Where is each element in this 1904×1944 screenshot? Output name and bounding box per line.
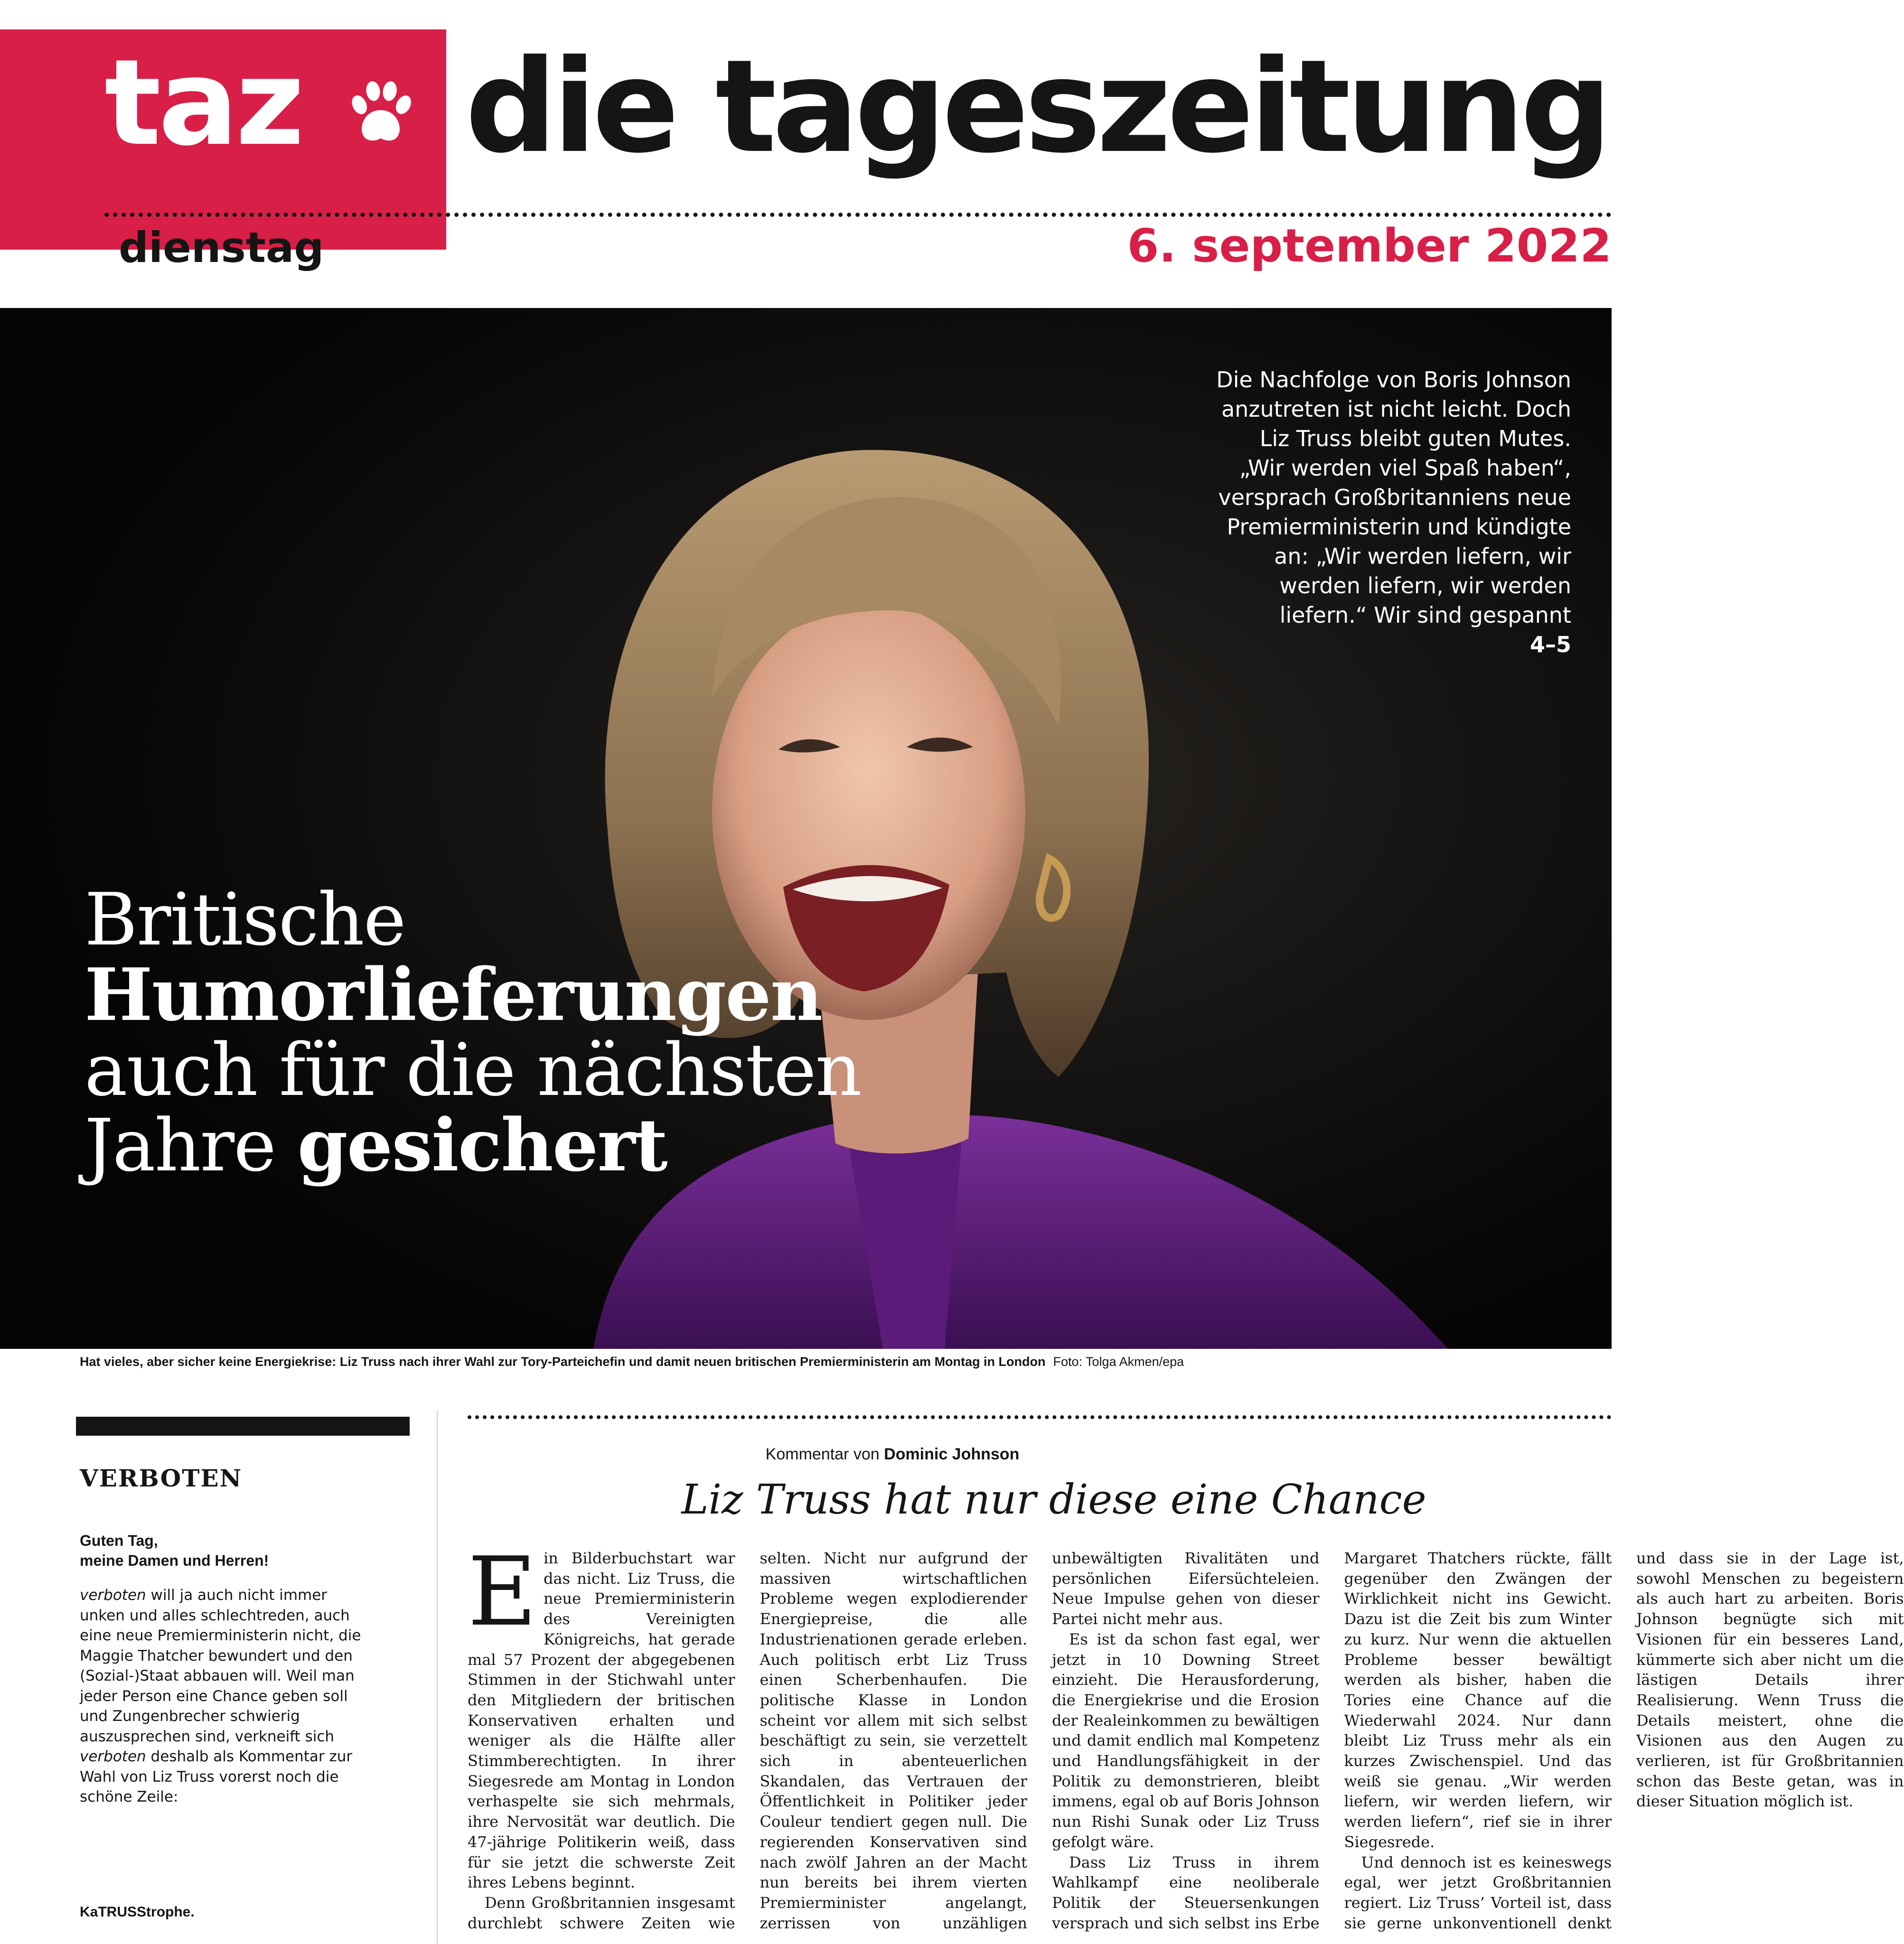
teaser-body: Die Nachfolge von Boris Johnson anzutreten ist nicht leicht. Doch Liz Truss bleibt guten Mutes. „Wir werden viel Spaß haben“, versprach Großbritanniens neue Premierministerin und kündigte an: „Wir werden liefern, wir werden liefern, wir werden liefern.“ Wir sind gespannt bbox=[1216, 367, 1571, 628]
masthead-divider bbox=[104, 213, 1612, 217]
headline-line-4: Jahre bbox=[84, 1103, 298, 1187]
headline-line-3: auch für die nächsten bbox=[84, 1028, 861, 1112]
paragraph-4: Dass Liz Truss in ihrem Wahlkampf eine neoliberale Politik der Steuersenkungen versprach und sich selbst ins Erbe Margaret Thatchers rückte, fällt gegenüber den Zwängen der Wirklichkeit nicht ins Gewicht. Dazu ist die Zeit bis zum Winter zu kurz. Nur wenn die aktuellen Probleme besser bewältigt werden als bisher, haben die Tories eine Chance auf die Wiederwahl 2024. Nur dann bleibt Liz Truss mehr als ein kurzes Zwischenspiel. Und das weiß sie genau. „Wir werden liefern, wir werden liefern, wir werden liefern“, rief sie in ihrer Siegesrede. bbox=[1052, 1549, 1612, 1932]
byline-prefix: Kommentar von bbox=[765, 1445, 884, 1463]
weekday: dienstag bbox=[119, 223, 324, 272]
paragraph-1 bbox=[468, 1537, 735, 1893]
page-reference[interactable]: 4–5 bbox=[1529, 632, 1571, 657]
headline-line-4-bold: gesichert bbox=[297, 1103, 667, 1187]
column-bar bbox=[76, 1417, 410, 1436]
paragraph-2: Denn Großbritannien insgesamt durchlebt schwere Zeiten wie selten. Nicht nur aufgrund der massiven wirtschaftlichen Probleme wegen explodierender Energiepreise, die alle Industrienationen gerade erleben. Auch politisch erbt Liz Truss einen Scherbenhaufen. Die politische Klasse in London scheint vor allem mit sich selbst beschäftigt zu sein, sie verzettelt sich in abenteuerlichen Skandalen, das Vertrauen der Öffentlichkeit in Politiker jeder Couleur tendiert gegen null. Die regierenden Konservativen sind nach zwölf Jahren an der Macht nun bereits bei ihrem vierten Premierminister angelangt, zerrissen von unzähligen unbewältigten Rivalitäten und persönlichen Eifersüchteleien. Neue Impulse gehen von dieser Partei nicht mehr aus. bbox=[468, 1549, 1320, 1932]
issue-date: 6. september 2022 bbox=[1127, 219, 1612, 272]
photo-caption bbox=[80, 1355, 1184, 1369]
hero-photo bbox=[0, 308, 1612, 1349]
gloss-em-2: verboten bbox=[80, 1748, 146, 1765]
paper-name: die tageszeitung bbox=[465, 32, 1608, 181]
verboten-punchline: KaTRUSStrophe. bbox=[80, 1904, 195, 1920]
paw-icon bbox=[343, 76, 419, 152]
byline-author[interactable]: Dominic Johnson bbox=[884, 1445, 1020, 1463]
commentary-divider bbox=[468, 1415, 1612, 1419]
photo-credit: Foto: Tolga Akmen/epa bbox=[1053, 1355, 1184, 1369]
commentary-body bbox=[468, 1537, 1904, 1942]
paragraph-3: Es ist da schon fast egal, wer jetzt in 10 Downing Street einzieht. Die Herausforderung, die Energiekrise und die Erosion der Realeinkommen zu bewältigen und damit endlich mal Kompetenz und Handlungsfähigkeit in der Politik zu demonstrieren, bleibt immens, egal ob auf Boris Johnson nun Rishi Sunak oder Liz Truss gefolgt wäre. bbox=[1052, 1630, 1320, 1851]
gloss-em-1: verboten bbox=[80, 1587, 146, 1604]
paragraph-1-text: in Bilderbuchstart war das nicht. Liz Truss, die neue Premierministerin des Vereinigten Königreichs, hat gerade mal 57 Prozent der abgegebenen Stimmen in der Stichwahl unter den Mitgliedern der britischen Konservativen erhalten und weniger als die Hälfte aller Stimmberechtigten. In ihrer Siegesrede am Montag in London verhaspelte sie sich mehrmals, ihre Nervosität war deutlich. Die 47-jährige Politikerin weiß, dass für sie jetzt die schwerste Zeit ihres Lebens beginnt. bbox=[468, 1549, 735, 1892]
verboten-kicker: VERBOTEN bbox=[80, 1464, 243, 1492]
gloss-text-2: deshalb als Kommentar zur Wahl von Liz Truss vorerst noch die schöne Zeile: bbox=[80, 1748, 353, 1805]
main-headline[interactable] bbox=[84, 878, 1081, 1187]
commentary-title[interactable]: Liz Truss hat nur diese eine Chance bbox=[681, 1476, 1426, 1523]
verboten-gloss bbox=[80, 1585, 369, 1807]
paragraph-5: Und dennoch ist es keineswegs egal, wer jetzt Großbritannien regiert. Liz Truss’ Vorteil ist, dass sie gerne unkonventionell denkt und dass sie in der Lage ist, sowohl Menschen zu begeistern als auch hart zu arbeiten. Boris Johnson begnügte sich mit Visionen für ein besseres Land, kümmerte sich aber nicht um die lästigen Details ihrer Realisierung. Wenn Truss die Details meistert, ohne die Visionen aus den Augen zu verlieren, ist für Großbritannien schon das Beste getan, was in dieser Situation möglich ist. bbox=[1344, 1549, 1904, 1932]
column-rule bbox=[437, 1410, 438, 1944]
caption-text: Hat vieles, aber sicher keine Energiekrise: Liz Truss nach ihrer Wahl zur Tory-Parteichefin und damit neuen britischen Premierministerin am Montag in London bbox=[80, 1355, 1046, 1369]
taz-logo[interactable]: taz bbox=[104, 34, 302, 172]
verboten-greeting: Guten Tag, meine Damen und Herren! bbox=[80, 1532, 269, 1569]
teaser-text bbox=[1210, 365, 1571, 659]
headline-line-2: Humorlieferungen bbox=[84, 952, 822, 1037]
gloss-text-1: will ja auch nicht immer unken und alles schlechtreden, auch eine neue Premierministerin nicht, die Maggie Thatcher bewundert und den (Sozial-)Staat abbauen will. Weil man jeder Person eine Chance geben soll und Zungenbrecher schwierig auszusprechen sind, verkneift sich bbox=[80, 1587, 361, 1745]
drop-cap: E bbox=[468, 1537, 537, 1647]
headline-line-1: Britische bbox=[84, 878, 405, 962]
